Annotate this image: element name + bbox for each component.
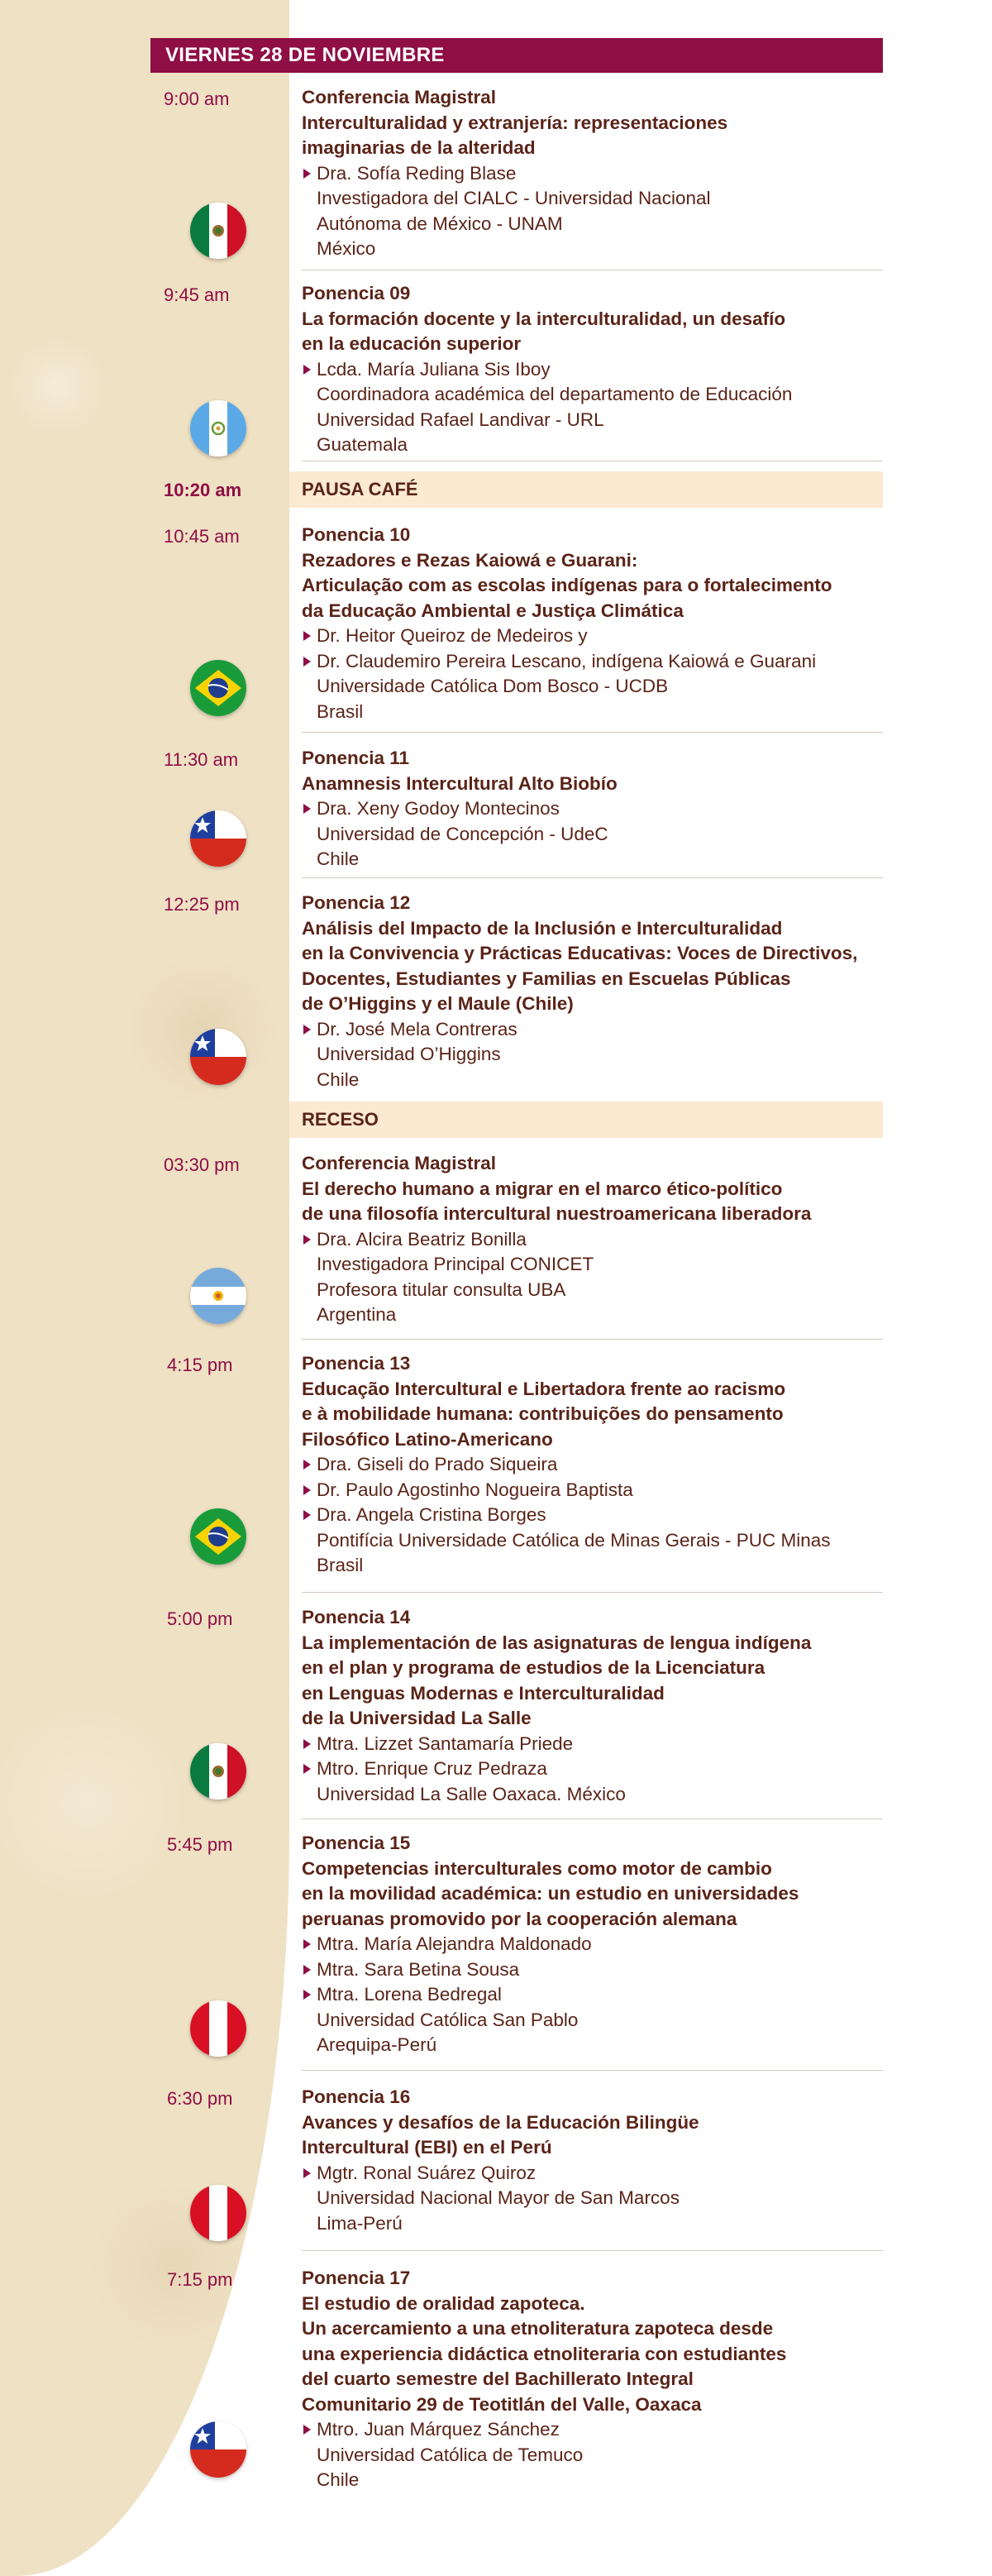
affiliation-line: Chile: [317, 2469, 360, 2490]
session-title-line: Ponencia 16: [302, 2086, 411, 2107]
affiliation-line: Universidad Nacional Mayor de San Marcos: [317, 2187, 680, 2208]
session-time: 5:45 pm: [167, 1834, 233, 1855]
session-title-line: e à mobilidade humana: contribuições do pensamento: [302, 1403, 784, 1424]
speaker-name: Dr. Claudemiro Pereira Lescano, indígena Kaiowá e Guarani: [302, 649, 947, 675]
session-title-line: El estudio de oralidad zapoteca.: [302, 2292, 585, 2314]
chile-flag-icon: [190, 1029, 246, 1085]
session-title-line: da Educação Ambiental e Justiça Climática: [302, 600, 684, 621]
session-title-line: Ponencia 11: [302, 748, 410, 768]
session-title-line: Ponencia 14: [302, 1607, 411, 1627]
session-divider: [302, 877, 883, 878]
speaker-name: Dr. Paulo Agostinho Nogueira Baptista: [302, 1478, 947, 1503]
affiliation-line: Universidad O’Higgins: [317, 1044, 501, 1064]
speaker-name: Dra. Alcira Beatriz Bonilla: [302, 1227, 947, 1253]
speaker-name: Dra. Xeny Godoy Montecinos: [302, 796, 947, 822]
session-divider: [302, 2250, 883, 2251]
speaker-name: Dra. Sofía Reding Blase: [302, 161, 947, 187]
affiliation-line: Brasil: [317, 1555, 364, 1575]
affiliation-line: Chile: [317, 848, 360, 869]
session-content: [302, 1831, 947, 2058]
speaker-name: Lcda. María Juliana Sis Iboy: [302, 357, 947, 383]
session-title-line: Ponencia 15: [302, 1833, 411, 1853]
affiliation-line: Universidad Católica San Pablo: [317, 2009, 579, 2030]
session-content: [302, 746, 947, 872]
session-time: 10:45 am: [164, 526, 240, 547]
speaker-name: Mtro. Juan Márquez Sánchez: [302, 2417, 947, 2443]
speaker-name: Dra. Angela Cristina Borges: [302, 1503, 947, 1528]
session-title-line: Avances y desafíos de la Educación Bilingüe: [302, 2111, 699, 2133]
mexico-flag-icon: [190, 1743, 246, 1799]
peru-flag-icon: [190, 2000, 246, 2057]
session-title-line: del cuarto semestre del Bachillerato Integral: [302, 2368, 694, 2389]
session-title-line: Ponencia 12: [302, 892, 411, 913]
session-content: [302, 1605, 947, 1807]
session-time: 11:30 am: [164, 749, 239, 770]
session-title-line: peruanas promovido por la cooperación alemana: [302, 1908, 737, 1929]
session-content: [302, 85, 947, 262]
session-title-line: La formación docente y la interculturalidad, un desafío: [302, 308, 786, 329]
session-title-line: en la movilidad académica: un estudio en universidades: [302, 1883, 799, 1904]
affiliation-line: Investigadora Principal CONICET: [317, 1254, 594, 1274]
session-title-line: Ponencia 13: [302, 1353, 411, 1374]
session-content: [302, 891, 947, 1092]
affiliation-line: Chile: [317, 1068, 360, 1090]
mexico-flag-icon: [190, 203, 246, 259]
speaker-name: Mtra. Lizzet Santamaría Priede: [302, 1732, 947, 1757]
session-title-line: imaginarias de la alteridad: [302, 137, 536, 158]
speaker-name: Mtro. Enrique Cruz Pedraza: [302, 1756, 947, 1782]
session-title-line: La implementación de las asignaturas de lengua indígena: [302, 1632, 812, 1653]
session-divider: [302, 1339, 883, 1340]
speaker-name: Dr. Heitor Queiroz de Medeiros y: [302, 624, 947, 649]
peru-flag-icon: [190, 2185, 246, 2241]
break-label: RECESO: [302, 1109, 379, 1130]
session-content: [302, 523, 947, 724]
brazil-flag-icon: [190, 660, 246, 716]
session-title-line: Anamnesis Intercultural Alto Biobío: [302, 772, 618, 794]
session-title-line: Un acercamiento a una etnoliteratura zapoteca desde: [302, 2318, 774, 2339]
session-title-line: Educação Intercultural e Libertadora frente ao racismo: [302, 1378, 786, 1399]
break-label: PAUSA CAFÉ: [302, 479, 418, 499]
session-title-line: una experiencia didáctica etnoliteraria con estudiantes: [302, 2343, 787, 2364]
session-title-line: Docentes, Estudiantes y Familias en Escuelas Públicas: [302, 968, 791, 989]
session-title-line: Comunitario 29 de Teotitlán del Valle, Oaxaca: [302, 2393, 702, 2415]
speaker-name: Mgtr. Ronal Suárez Quiroz: [302, 2161, 947, 2186]
session-title-line: Interculturalidad y extranjería: representaciones: [302, 112, 728, 133]
speaker-name: Dr. José Mela Contreras: [302, 1017, 947, 1043]
speaker-name: Dra. Giseli do Prado Siqueira: [302, 1452, 947, 1478]
session-title-line: Competencias interculturales como motor de cambio: [302, 1857, 772, 1879]
affiliation-line: Argentina: [317, 1304, 397, 1325]
affiliation-line: Investigadora del CIALC - Universidad Nacional: [317, 188, 711, 208]
session-title-line: Ponencia 09: [302, 283, 411, 303]
affiliation-line: Universidad Católica de Temuco: [317, 2444, 584, 2465]
session-time: 7:15 pm: [167, 2269, 233, 2290]
session-title-line: Intercultural (EBI) en el Perú: [302, 2137, 552, 2158]
affiliation-line: Universidade Católica Dom Bosco - UCDB: [317, 676, 669, 696]
speaker-name: Mtra. María Alejandra Maldonado: [302, 1932, 947, 1957]
session-time: 12:25 pm: [164, 894, 240, 915]
day-header: VIERNES 28 DE NOVIEMBRE: [150, 38, 883, 73]
session-divider: [302, 1592, 883, 1593]
affiliation-line: Lima-Perú: [317, 2212, 403, 2234]
break-time: 10:20 am: [164, 480, 242, 500]
affiliation-line: Brasil: [317, 700, 364, 722]
paper-texture-background: [0, 0, 289, 2576]
affiliation-line: México: [317, 238, 376, 259]
session-time: 03:30 pm: [164, 1154, 240, 1175]
session-time: 9:00 am: [164, 88, 230, 109]
argentina-flag-icon: [190, 1268, 246, 1324]
session-time: 6:30 pm: [167, 2088, 233, 2109]
affiliation-line: Autónoma de México - UNAM: [317, 213, 563, 234]
chile-flag-icon: [190, 810, 246, 867]
session-time: 4:15 pm: [167, 1355, 233, 1375]
affiliation-line: Profesora titular consulta UBA: [317, 1278, 566, 1300]
session-time: 5:00 pm: [167, 1608, 233, 1629]
session-title-line: Articulação com as escolas indígenas para o fortalecimento: [302, 575, 832, 595]
guatemala-flag-icon: [190, 400, 246, 456]
session-title-line: de la Universidad La Salle: [302, 1708, 532, 1728]
session-title-line: de una filosofía intercultural nuestroamericana liberadora: [302, 1203, 812, 1224]
affiliation-line: Universidad de Concepción - UdeC: [317, 823, 608, 844]
session-title-line: de O’Higgins y el Maule (Chile): [302, 993, 574, 1014]
affiliation-line: Pontifícia Universidade Católica de Minas Gerais - PUC Minas: [317, 1529, 831, 1551]
session-title-line: Conferencia Magistral: [302, 87, 497, 108]
affiliation-line: Universidad La Salle Oaxaca. México: [317, 1783, 626, 1804]
session-content: [302, 2266, 947, 2493]
session-time: 9:45 am: [164, 284, 230, 305]
session-title-line: Análisis del Impacto de la Inclusión e Interculturalidad: [302, 917, 783, 939]
session-title-line: en la Convivencia y Prácticas Educativas: Voces de Directivos,: [302, 943, 858, 963]
affiliation-line: Guatemala: [317, 434, 408, 455]
session-divider: [302, 732, 883, 733]
session-divider: [302, 1818, 883, 1819]
affiliation-line: Universidad Rafael Landivar - URL: [317, 409, 604, 430]
break-bar: [289, 1102, 883, 1138]
affiliation-line: Arequipa-Perú: [317, 2034, 437, 2055]
session-title-line: en la educación superior: [302, 333, 522, 354]
session-title-line: Conferencia Magistral: [302, 1153, 497, 1173]
session-title-line: Rezadores e Rezas Kaiowá e Guarani:: [302, 549, 638, 571]
speaker-name: Mtra. Lorena Bedregal: [302, 1982, 947, 2008]
session-content: [302, 2085, 947, 2236]
session-title-line: Filosófico Latino-Americano: [302, 1428, 553, 1450]
session-content: [302, 1151, 947, 1328]
session-title-line: El derecho humano a migrar en el marco ético-político: [302, 1178, 783, 1199]
session-content: [302, 1351, 947, 1579]
session-title-line: Ponencia 17: [302, 2268, 411, 2288]
chile-flag-icon: [190, 2421, 246, 2478]
brazil-flag-icon: [190, 1508, 246, 1565]
break-bar: [289, 471, 883, 508]
session-title-line: en Lenguas Modernas e Interculturalidad: [302, 1682, 665, 1704]
session-title-line: Ponencia 10: [302, 524, 411, 545]
session-divider: [302, 2070, 883, 2071]
speaker-name: Mtra. Sara Betina Sousa: [302, 1957, 947, 1983]
session-title-line: en el plan y programa de estudios de la Licenciatura: [302, 1657, 765, 1678]
session-content: [302, 281, 947, 458]
affiliation-line: Coordinadora académica del departamento de Educación: [317, 384, 793, 404]
